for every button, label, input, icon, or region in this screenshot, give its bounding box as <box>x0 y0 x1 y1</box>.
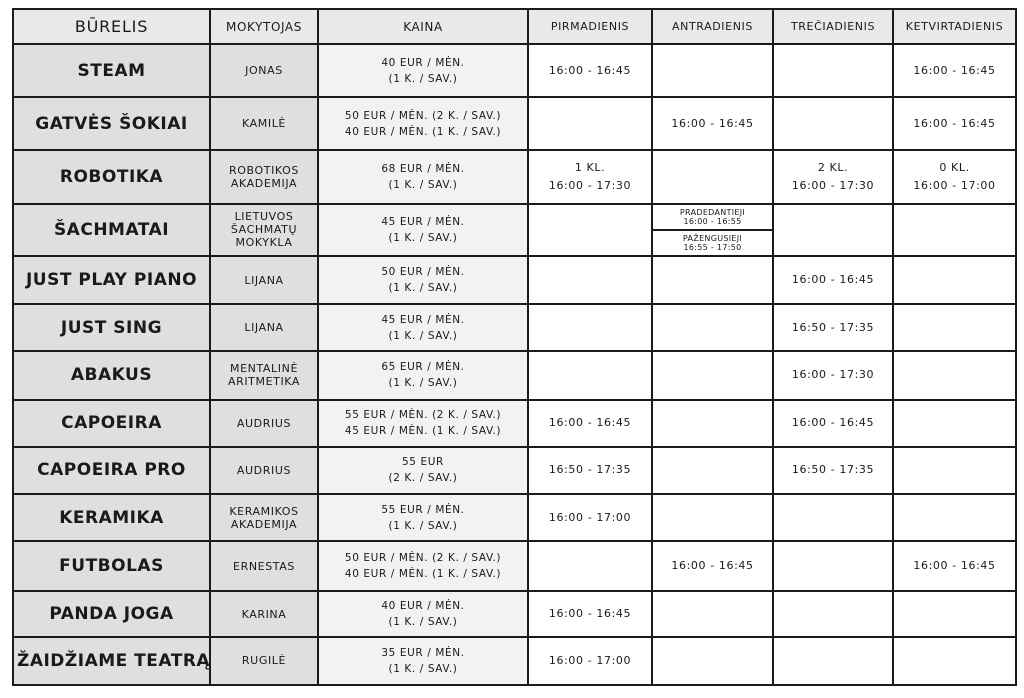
teacher-line: AUDRIUS <box>236 463 292 477</box>
price-line: 55 EUR <box>402 456 444 469</box>
time-line: 16:50 - 17:35 <box>791 320 875 334</box>
teacher-line: ERNESTAS <box>233 559 295 573</box>
monday-slot <box>528 150 652 203</box>
thursday-slot <box>893 541 1016 591</box>
table-row <box>13 204 1016 256</box>
monday-slot <box>528 204 652 256</box>
wednesday-slot <box>773 97 893 150</box>
price-line: 35 EUR / MĖN. <box>381 646 465 659</box>
table-row <box>13 256 1016 304</box>
teacher-line: ŠACHMATŲ <box>230 223 298 237</box>
time-line: 16:00 - 17:00 <box>548 510 632 524</box>
tuesday-slot <box>652 44 773 97</box>
price-cell <box>318 637 528 685</box>
price-line: 55 EUR / MĖN. <box>381 503 465 516</box>
wednesday-slot <box>773 541 893 591</box>
teacher-line: LIETUVOS <box>234 210 294 224</box>
time-line: 16:00 - 17:00 <box>548 653 632 667</box>
price-line: 45 EUR / MĖN. <box>381 215 465 228</box>
time-line: 16:00 - 16:45 <box>913 116 996 130</box>
wednesday-slot <box>773 256 893 304</box>
monday-slot <box>528 447 652 494</box>
price-cell <box>318 97 528 150</box>
tuesday-slot <box>652 637 773 685</box>
teacher-line: KERAMIKOS <box>229 504 299 518</box>
teacher-cell <box>210 150 318 203</box>
tuesday-slot <box>652 204 773 256</box>
sub-slot-line: PAŽENGUSIEJI <box>682 233 743 243</box>
tuesday-slot <box>652 351 773 399</box>
teacher-line: AKADEMIJA <box>230 517 298 531</box>
time-line: 16:00 - 17:00 <box>913 179 996 193</box>
price-line: (2 K. / SAV.) <box>388 472 458 485</box>
price-line: 45 EUR / MĖN. <box>381 313 465 326</box>
price-line: (1 K. / SAV.) <box>388 377 458 390</box>
thursday-slot <box>893 256 1016 304</box>
thursday-slot <box>893 494 1016 541</box>
teacher-cell <box>210 44 318 97</box>
monday-slot <box>528 494 652 541</box>
tuesday-slot <box>652 400 773 447</box>
table-row <box>13 351 1016 399</box>
wednesday-slot <box>773 304 893 351</box>
teacher-line: LIJANA <box>244 321 284 335</box>
club-name <box>13 591 210 636</box>
price-line: 40 EUR / MĖN. (1 K. / SAV.) <box>344 568 502 581</box>
price-line: (1 K. / SAV.) <box>388 179 458 192</box>
teacher-line: JONAS <box>245 64 283 78</box>
wednesday-slot <box>773 637 893 685</box>
wednesday-slot <box>773 400 893 447</box>
sub-slot-line: 16:00 - 16:55 <box>683 216 742 226</box>
wednesday-slot <box>773 204 893 256</box>
tuesday-slot <box>652 591 773 636</box>
time-line: 2 KL. <box>817 161 849 175</box>
header-row <box>13 9 1016 44</box>
price-cell <box>318 256 528 304</box>
club-name <box>13 256 210 304</box>
table-row <box>13 97 1016 150</box>
teacher-line: RUGILĖ <box>241 654 287 668</box>
club-name <box>13 351 210 399</box>
sub-slot <box>653 205 772 229</box>
time-line: 16:00 - 17:30 <box>791 368 875 382</box>
teacher-cell <box>210 494 318 541</box>
header-club: BŪRELIS <box>13 9 210 44</box>
thursday-slot <box>893 637 1016 685</box>
price-line: (1 K. / SAV.) <box>388 231 458 244</box>
club-name <box>13 494 210 541</box>
club-name-text: STEAM <box>77 60 146 81</box>
teacher-cell <box>210 304 318 351</box>
time-line: 16:00 - 16:45 <box>791 416 875 430</box>
teacher-cell <box>210 591 318 636</box>
club-name <box>13 637 210 685</box>
table-row <box>13 304 1016 351</box>
wednesday-slot <box>773 447 893 494</box>
price-cell <box>318 494 528 541</box>
club-name-text: KERAMIKA <box>59 507 164 528</box>
monday-slot <box>528 400 652 447</box>
club-name <box>13 97 210 150</box>
teacher-cell <box>210 400 318 447</box>
sub-slot <box>653 229 772 255</box>
teacher-cell <box>210 256 318 304</box>
table-row <box>13 591 1016 636</box>
price-cell <box>318 304 528 351</box>
sub-slot-line: PRADEDANTIEJI <box>679 207 746 217</box>
teacher-line: KAMILĖ <box>242 117 286 131</box>
price-line: 65 EUR / MĖN. <box>381 361 465 374</box>
price-cell <box>318 541 528 591</box>
table-row <box>13 400 1016 447</box>
price-line: 50 EUR / MĖN. (2 K. / SAV.) <box>344 552 502 565</box>
monday-slot <box>528 637 652 685</box>
time-line: 16:00 - 16:45 <box>671 116 754 130</box>
time-line: 16:00 - 16:45 <box>548 607 632 621</box>
time-line: 16:00 - 16:45 <box>548 416 632 430</box>
price-cell <box>318 591 528 636</box>
club-name-text: ŠACHMATAI <box>53 219 170 240</box>
time-line: 16:00 - 16:45 <box>791 273 875 287</box>
teacher-line: ROBOTIKOS <box>229 164 299 178</box>
tuesday-slot <box>652 494 773 541</box>
time-line: 16:00 - 16:45 <box>913 63 996 77</box>
teacher-cell <box>210 351 318 399</box>
monday-slot <box>528 351 652 399</box>
thursday-slot <box>893 150 1016 203</box>
thursday-slot <box>893 447 1016 494</box>
teacher-line: AKADEMIJA <box>230 177 298 191</box>
wednesday-slot <box>773 44 893 97</box>
club-name <box>13 150 210 203</box>
time-line: 16:00 - 17:30 <box>548 179 632 193</box>
club-name-text: CAPOEIRA PRO <box>37 460 186 481</box>
thursday-slot <box>893 351 1016 399</box>
wednesday-slot <box>773 591 893 636</box>
tuesday-slot <box>652 541 773 591</box>
club-name <box>13 400 210 447</box>
price-line: (1 K. / SAV.) <box>388 662 458 675</box>
teacher-cell <box>210 637 318 685</box>
price-cell <box>318 447 528 494</box>
club-name <box>13 541 210 591</box>
header-wednesday: TREČIADIENIS <box>773 9 893 44</box>
header-tuesday: ANTRADIENIS <box>652 9 773 44</box>
thursday-slot <box>893 400 1016 447</box>
teacher-line: AUDRIUS <box>236 416 292 430</box>
time-line: 16:00 - 17:30 <box>791 179 875 193</box>
time-line: 16:00 - 16:45 <box>671 559 754 573</box>
schedule-table <box>12 8 1017 686</box>
table-row <box>13 447 1016 494</box>
table-row <box>13 541 1016 591</box>
price-cell <box>318 351 528 399</box>
price-line: 68 EUR / MĖN. <box>381 163 465 176</box>
price-line: (1 K. / SAV.) <box>388 519 458 532</box>
monday-slot <box>528 591 652 636</box>
wednesday-slot <box>773 494 893 541</box>
time-line: 16:00 - 16:45 <box>913 559 996 573</box>
club-name <box>13 304 210 351</box>
price-line: 40 EUR / MĖN. (1 K. / SAV.) <box>344 125 502 138</box>
wednesday-slot <box>773 150 893 203</box>
price-line: (1 K. / SAV.) <box>388 329 458 342</box>
time-line: 16:00 - 16:45 <box>548 63 632 77</box>
table-row <box>13 150 1016 203</box>
tuesday-slot <box>652 256 773 304</box>
club-name-text: PANDA JOGA <box>49 604 174 625</box>
header-teacher: MOKYTOJAS <box>210 9 318 44</box>
sub-slot-line: 16:55 - 17:50 <box>683 242 742 252</box>
club-name-text: FUTBOLAS <box>59 556 164 577</box>
teacher-line: MOKYKLA <box>235 236 293 250</box>
club-name-text: ŽAIDŽIAME TEATRĄ <box>17 650 211 671</box>
monday-slot <box>528 44 652 97</box>
price-cell <box>318 44 528 97</box>
schedule-body <box>13 44 1016 685</box>
price-line: 45 EUR / MĖN. (1 K. / SAV.) <box>344 425 502 438</box>
club-name-text: GATVĖS ŠOKIAI <box>35 113 188 134</box>
monday-slot <box>528 256 652 304</box>
teacher-line: KARINA <box>241 607 287 621</box>
header-monday: PIRMADIENIS <box>528 9 652 44</box>
club-name-text: JUST SING <box>60 317 163 338</box>
teacher-line: MENTALINĖ <box>229 362 298 376</box>
tuesday-slot <box>652 304 773 351</box>
wednesday-slot <box>773 351 893 399</box>
club-name <box>13 447 210 494</box>
price-line: 55 EUR / MĖN. (2 K. / SAV.) <box>344 409 502 422</box>
teacher-line: LIJANA <box>244 273 284 287</box>
teacher-cell <box>210 541 318 591</box>
tuesday-slot <box>652 97 773 150</box>
price-cell <box>318 150 528 203</box>
monday-slot <box>528 97 652 150</box>
price-line: 50 EUR / MĖN. <box>381 266 465 279</box>
price-line: 40 EUR / MĖN. <box>381 600 465 613</box>
price-line: (1 K. / SAV.) <box>388 72 458 85</box>
price-line: (1 K. / SAV.) <box>388 282 458 295</box>
thursday-slot <box>893 304 1016 351</box>
table-row <box>13 494 1016 541</box>
time-line: 16:50 - 17:35 <box>791 463 875 477</box>
thursday-slot <box>893 204 1016 256</box>
club-name <box>13 204 210 256</box>
thursday-slot <box>893 44 1016 97</box>
club-name-text: ABAKUS <box>70 365 153 386</box>
header-thursday: KETVIRTADIENIS <box>893 9 1016 44</box>
tuesday-slot <box>652 447 773 494</box>
table-row <box>13 44 1016 97</box>
tuesday-slot <box>652 150 773 203</box>
club-name <box>13 44 210 97</box>
thursday-slot <box>893 591 1016 636</box>
price-line: 50 EUR / MĖN. (2 K. / SAV.) <box>344 109 502 122</box>
price-line: 40 EUR / MĖN. <box>381 56 465 69</box>
teacher-cell <box>210 447 318 494</box>
thursday-slot <box>893 97 1016 150</box>
monday-slot <box>528 304 652 351</box>
header-price: KAINA <box>318 9 528 44</box>
teacher-cell <box>210 204 318 256</box>
price-cell <box>318 400 528 447</box>
schedule-sheet <box>12 8 1015 686</box>
club-name-text: JUST PLAY PIANO <box>25 270 198 291</box>
teacher-cell <box>210 97 318 150</box>
teacher-line: ARITMETIKA <box>227 375 301 389</box>
time-line: 16:50 - 17:35 <box>548 463 632 477</box>
time-line: 0 KL. <box>939 161 970 175</box>
club-name-text: CAPOEIRA <box>61 413 162 434</box>
table-row <box>13 637 1016 685</box>
price-cell <box>318 204 528 256</box>
price-line: (1 K. / SAV.) <box>388 616 458 629</box>
club-name-text: ROBOTIKA <box>59 167 164 188</box>
monday-slot <box>528 541 652 591</box>
time-line: 1 KL. <box>574 161 606 175</box>
